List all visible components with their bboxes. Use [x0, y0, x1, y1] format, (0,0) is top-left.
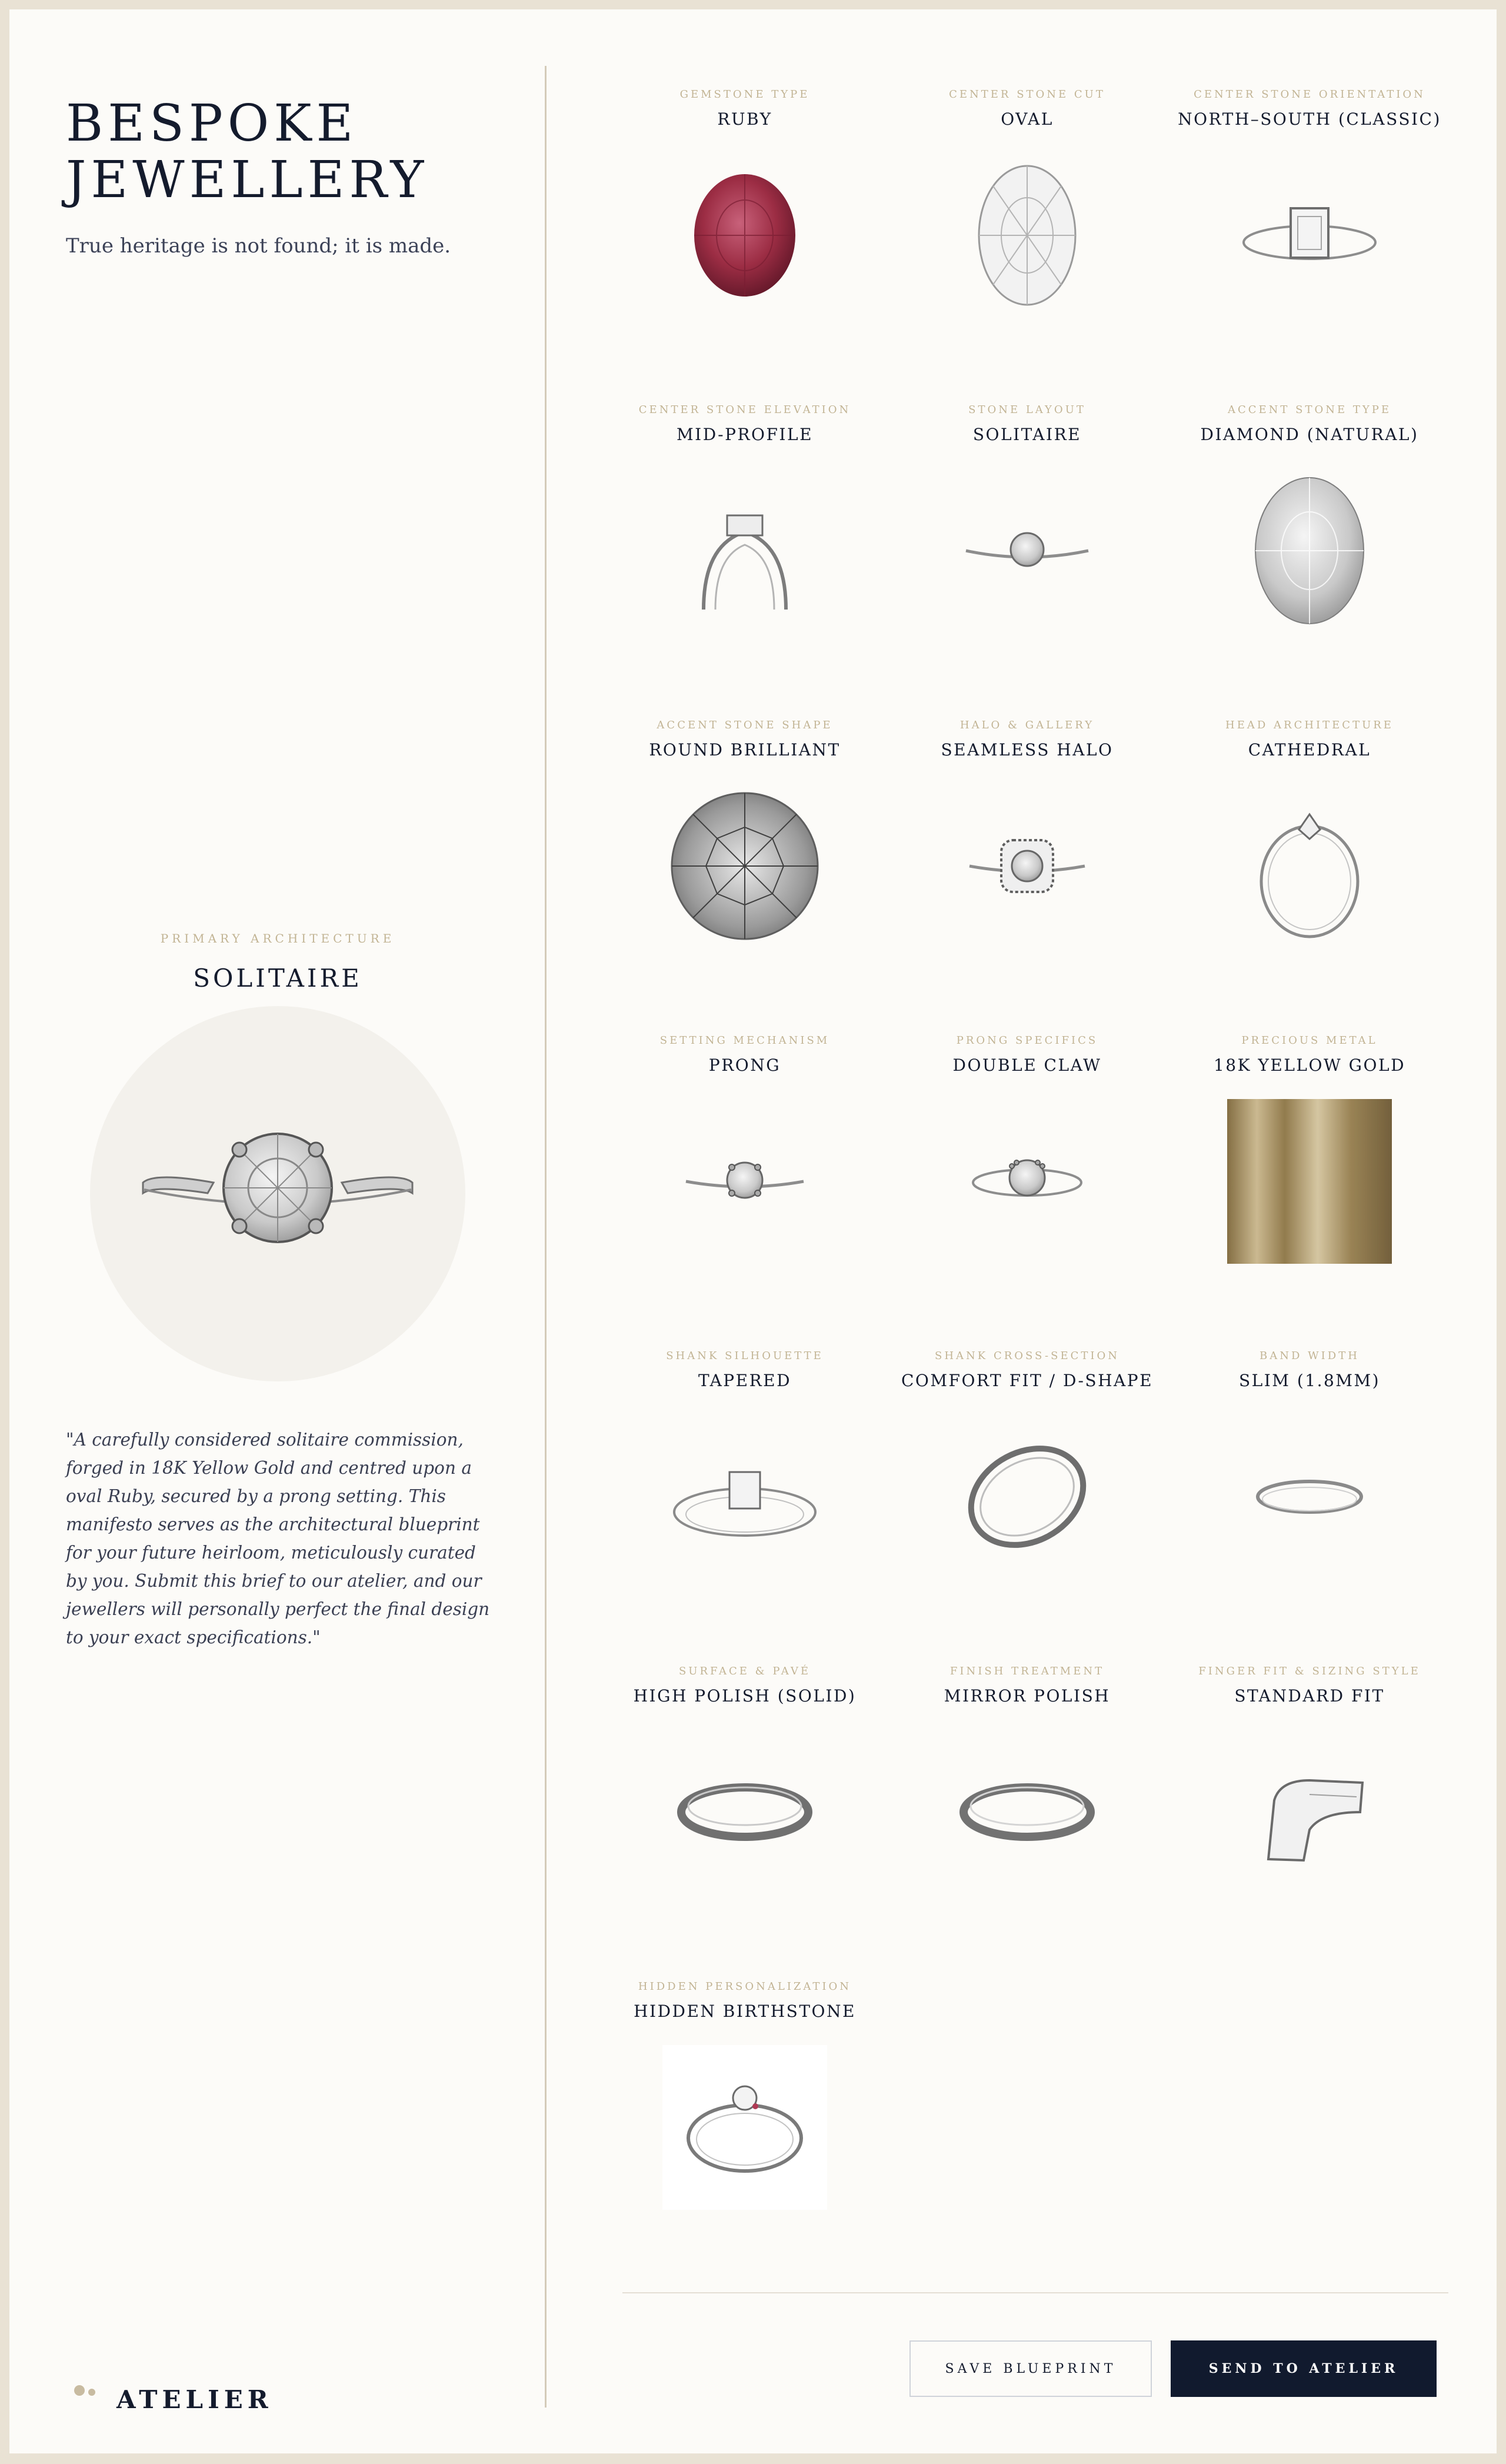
- mirror-polish-band-icon: [939, 1724, 1115, 1900]
- band-section-icon: [1221, 1724, 1398, 1900]
- spec-halo-gallery[interactable]: [898, 719, 1157, 1013]
- polished-band-icon: [657, 1724, 833, 1900]
- spec-value: CATHEDRAL: [1248, 740, 1371, 760]
- spec-center-stone-elevation[interactable]: [615, 404, 874, 698]
- spec-value: SEAMLESS HALO: [941, 740, 1114, 760]
- spec-label: FINISH TREATMENT: [949, 1665, 1105, 1677]
- hidden-birthstone-ring-icon: [657, 2039, 833, 2216]
- solitaire-ring-icon: [939, 462, 1115, 639]
- spec-label: HIDDEN PERSONALIZATION: [638, 1980, 852, 1993]
- brand-title: [66, 95, 525, 208]
- halo-ring-icon: [939, 778, 1115, 954]
- primary-ring-preview: [90, 1006, 465, 1381]
- spec-finger-fit[interactable]: [1180, 1665, 1439, 1959]
- spec-head-architecture[interactable]: [1180, 719, 1439, 1013]
- spec-shank-silhouette[interactable]: [615, 1350, 874, 1644]
- spec-label: SHANK SILHOUETTE: [666, 1350, 824, 1362]
- solitaire-ring-image: [90, 1006, 465, 1381]
- spec-label: FINGER FIT & SIZING STYLE: [1198, 1665, 1421, 1677]
- spec-label: GEMSTONE TYPE: [679, 88, 810, 101]
- spec-shank-cross-section[interactable]: [898, 1350, 1157, 1644]
- ruby-oval-icon: [657, 147, 833, 324]
- spec-value: OVAL: [1001, 109, 1054, 129]
- spec-band-width[interactable]: [1180, 1350, 1439, 1644]
- spec-label: CENTER STONE ORIENTATION: [1194, 88, 1425, 101]
- brand-title-line2: JEWELLERY: [66, 151, 429, 209]
- spec-value: 18K YELLOW GOLD: [1213, 1055, 1406, 1075]
- spec-value: COMFORT FIT / D-SHAPE: [901, 1371, 1154, 1390]
- prong-ring-icon: [657, 1093, 833, 1270]
- spec-value: NORTH–SOUTH (CLASSIC): [1178, 109, 1441, 129]
- tapered-shank-ring-icon: [657, 1409, 833, 1585]
- spec-setting-mechanism[interactable]: [615, 1034, 874, 1328]
- spec-label: ACCENT STONE SHAPE: [657, 719, 833, 731]
- spec-center-stone-cut[interactable]: [898, 88, 1157, 382]
- spec-surface-pave[interactable]: [615, 1665, 874, 1959]
- oval-diamond-photo-icon: [1221, 462, 1398, 639]
- spec-accent-stone-type[interactable]: [1180, 404, 1439, 698]
- save-blueprint-button[interactable]: SAVE BLUEPRINT: [909, 2340, 1152, 2397]
- spec-finish-treatment[interactable]: [898, 1665, 1157, 1959]
- spec-value: HIDDEN BIRTHSTONE: [634, 2002, 856, 2021]
- page: [9, 9, 1497, 2453]
- emerald-cut-ring-icon: [1221, 147, 1398, 324]
- spec-hidden-personalization[interactable]: [615, 1980, 874, 2275]
- spec-label: PRONG SPECIFICS: [956, 1034, 1098, 1047]
- summary-panel: [9, 9, 546, 2453]
- primary-architecture-label: PRIMARY ARCHITECTURE: [160, 931, 395, 945]
- round-brilliant-icon: [657, 778, 833, 954]
- manifesto-text: "A carefully considered solitaire commission, forged in 18K Yellow Gold and centred upon a oval Ruby, secured by a prong setting. This manifesto serves as the architectural blueprint for your future heirloom, meticulously curated by you. Submit this brief to our atelier, and our jewellers will personally perfect the final design to your exact specifications.": [66, 1430, 490, 1647]
- spec-label: PRECIOUS METAL: [1241, 1034, 1378, 1047]
- spec-precious-metal[interactable]: [1180, 1034, 1439, 1328]
- profile-ring-icon: [657, 462, 833, 639]
- spec-value: TAPERED: [698, 1371, 792, 1390]
- spec-prong-specifics[interactable]: [898, 1034, 1157, 1328]
- brand-tagline: True heritage is not found; it is made.: [66, 234, 451, 258]
- spec-label: HEAD ARCHITECTURE: [1225, 719, 1394, 731]
- spec-value: ROUND BRILLIANT: [649, 740, 841, 760]
- spec-value: SLIM (1.8MM): [1238, 1371, 1381, 1390]
- spec-value: MID-PROFILE: [676, 425, 814, 444]
- spec-accent-stone-shape[interactable]: [615, 719, 874, 1013]
- spec-gemstone-type[interactable]: [615, 88, 874, 382]
- spec-value: RUBY: [717, 109, 772, 129]
- band-ring-icon: [939, 1409, 1115, 1585]
- spec-value: MIRROR POLISH: [944, 1686, 1111, 1706]
- spec-label: HALO & GALLERY: [959, 719, 1095, 731]
- spec-label: STONE LAYOUT: [968, 404, 1086, 416]
- column-divider: [545, 66, 547, 2408]
- yellow-gold-swatch-icon: [1221, 1093, 1398, 1270]
- spec-label: SHANK CROSS-SECTION: [935, 1350, 1119, 1362]
- spec-center-stone-orientation[interactable]: [1180, 88, 1439, 382]
- spec-value: STANDARD FIT: [1234, 1686, 1385, 1706]
- brand-title-line1: BESPOKE: [66, 94, 358, 153]
- spec-label: SURFACE & PAVÉ: [678, 1665, 811, 1677]
- cathedral-ring-icon: [1221, 778, 1398, 954]
- spec-value: SOLITAIRE: [972, 425, 1082, 444]
- logo-dots-icon: [66, 2375, 101, 2398]
- spec-value: DIAMOND (NATURAL): [1200, 425, 1419, 444]
- logo-text: ATELIER: [116, 2385, 273, 2414]
- oval-diamond-icon: [939, 147, 1115, 324]
- spec-stone-layout[interactable]: [898, 404, 1157, 698]
- slim-band-icon: [1221, 1409, 1398, 1585]
- spec-label: ACCENT STONE TYPE: [1227, 404, 1391, 416]
- spec-label: SETTING MECHANISM: [659, 1034, 830, 1047]
- double-claw-ring-icon: [939, 1093, 1115, 1270]
- actions-divider: [622, 2292, 1448, 2293]
- send-to-atelier-button[interactable]: SEND TO ATELIER: [1171, 2340, 1437, 2397]
- spec-label: BAND WIDTH: [1260, 1350, 1360, 1362]
- spec-value: HIGH POLISH (SOLID): [633, 1686, 857, 1706]
- spec-label: CENTER STONE CUT: [949, 88, 1105, 101]
- spec-label: CENTER STONE ELEVATION: [638, 404, 851, 416]
- primary-architecture-value: SOLITAIRE: [193, 964, 362, 993]
- spec-value: PRONG: [708, 1055, 781, 1075]
- spec-value: DOUBLE CLAW: [952, 1055, 1102, 1075]
